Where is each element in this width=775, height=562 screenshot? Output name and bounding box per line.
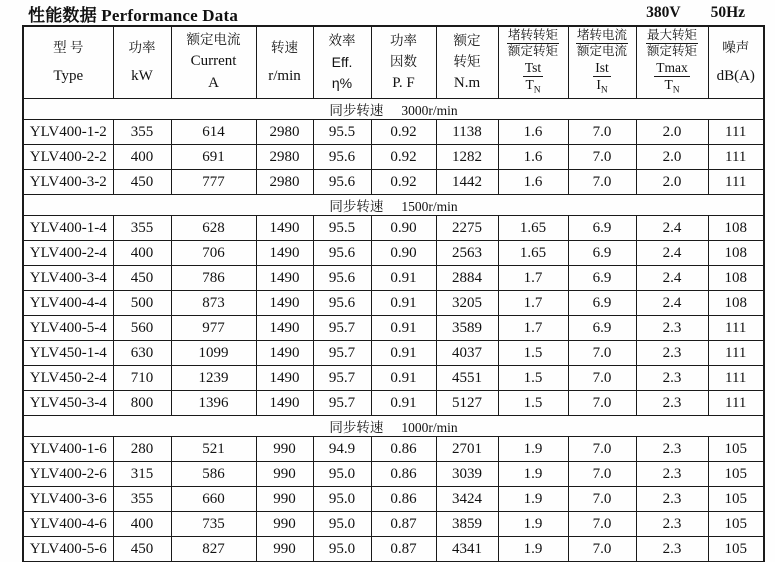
table-row [23, 241, 764, 266]
value-cell: 1.5 [498, 366, 568, 391]
value-cell: 0.87 [371, 537, 436, 562]
value-cell: 1.9 [498, 437, 568, 462]
value-cell: 2.3 [636, 437, 708, 462]
value-cell: 7.0 [568, 512, 636, 537]
value-cell: 95.6 [313, 145, 371, 170]
value-cell: 3589 [436, 316, 498, 341]
value-cell: 990 [256, 437, 313, 462]
section-header-row [23, 99, 764, 120]
col-header-locked-rotor-current-ratio: 堵转电流 额定电流 Ist $I_N$ [568, 26, 636, 99]
value-cell: 400 [113, 512, 171, 537]
model-cell: YLV400-3-2 [23, 170, 113, 195]
value-cell: 873 [171, 291, 256, 316]
value-cell: 800 [113, 391, 171, 416]
value-cell: 2.3 [636, 487, 708, 512]
value-cell: 111 [708, 170, 764, 195]
value-cell: 1490 [256, 266, 313, 291]
value-cell: 710 [113, 366, 171, 391]
value-cell: 0.91 [371, 291, 436, 316]
value-cell: 560 [113, 316, 171, 341]
section-sync-speed-label [23, 99, 764, 120]
value-cell: 0.91 [371, 341, 436, 366]
value-cell: 2884 [436, 266, 498, 291]
value-cell: 660 [171, 487, 256, 512]
value-cell: 1.65 [498, 241, 568, 266]
value-cell: 2275 [436, 216, 498, 241]
value-cell: 2.4 [636, 216, 708, 241]
value-cell: 1396 [171, 391, 256, 416]
value-cell: 1.5 [498, 341, 568, 366]
table-row [23, 366, 764, 391]
value-cell: 990 [256, 537, 313, 562]
section-sync-speed-label [23, 416, 764, 437]
value-cell: 111 [708, 366, 764, 391]
value-cell: 1490 [256, 216, 313, 241]
value-cell: 3859 [436, 512, 498, 537]
table-body [23, 99, 764, 562]
table-row [23, 170, 764, 195]
table-row [23, 216, 764, 241]
value-cell: 990 [256, 487, 313, 512]
value-cell: 6.9 [568, 316, 636, 341]
value-cell: 0.91 [371, 266, 436, 291]
value-cell: 108 [708, 241, 764, 266]
model-cell: YLV450-2-4 [23, 366, 113, 391]
col-header-rated-current: 额定电流 Current A [171, 26, 256, 99]
value-cell: 2.0 [636, 120, 708, 145]
value-cell: 614 [171, 120, 256, 145]
value-cell: 7.0 [568, 145, 636, 170]
value-cell: 0.90 [371, 241, 436, 266]
model-cell: YLV400-3-4 [23, 266, 113, 291]
table-row [23, 316, 764, 341]
table-row [23, 512, 764, 537]
value-cell: 355 [113, 216, 171, 241]
value-cell: 7.0 [568, 437, 636, 462]
value-cell: 786 [171, 266, 256, 291]
col-header-power-kw: 功率 kW [113, 26, 171, 99]
col-header-max-torque-ratio: 最大转矩 额定转矩 Tmax $T_N$ [636, 26, 708, 99]
page-title-zh: 性能数据 [28, 5, 97, 25]
value-cell: 1.9 [498, 537, 568, 562]
value-cell: 3424 [436, 487, 498, 512]
value-cell: 450 [113, 170, 171, 195]
value-cell: 1.6 [498, 170, 568, 195]
value-cell: 1490 [256, 391, 313, 416]
value-cell: 2.4 [636, 266, 708, 291]
table-row [23, 391, 764, 416]
value-cell: 3039 [436, 462, 498, 487]
table-row [23, 462, 764, 487]
model-cell: YLV400-1-2 [23, 120, 113, 145]
page-title-en: Performance Data [101, 5, 239, 25]
value-cell: 2.3 [636, 462, 708, 487]
value-cell: 95.6 [313, 291, 371, 316]
value-cell: 1138 [436, 120, 498, 145]
value-cell: 1.9 [498, 487, 568, 512]
model-cell: YLV400-5-4 [23, 316, 113, 341]
value-cell: 95.0 [313, 487, 371, 512]
value-cell: 355 [113, 120, 171, 145]
value-cell: 450 [113, 537, 171, 562]
model-cell: YLV400-5-6 [23, 537, 113, 562]
value-cell: 1490 [256, 291, 313, 316]
value-cell: 1.9 [498, 462, 568, 487]
sync-speed-value: 1500r/min [401, 199, 458, 214]
table-row [23, 537, 764, 562]
value-cell: 315 [113, 462, 171, 487]
table-row [23, 120, 764, 145]
value-cell: 0.86 [371, 462, 436, 487]
value-cell: 990 [256, 512, 313, 537]
value-cell: 111 [708, 145, 764, 170]
value-cell: 4551 [436, 366, 498, 391]
value-cell: 95.0 [313, 512, 371, 537]
model-cell: YLV400-1-4 [23, 216, 113, 241]
title-bar [28, 1, 745, 25]
table-row [23, 341, 764, 366]
col-header-efficiency: 效率 Eff. η% [313, 26, 371, 99]
value-cell: 95.5 [313, 120, 371, 145]
value-cell: 2.0 [636, 145, 708, 170]
value-cell: 2980 [256, 170, 313, 195]
value-cell: 105 [708, 487, 764, 512]
value-cell: 95.0 [313, 462, 371, 487]
value-cell: 400 [113, 145, 171, 170]
value-cell: 2.4 [636, 291, 708, 316]
value-cell: 7.0 [568, 487, 636, 512]
value-cell: 1.7 [498, 316, 568, 341]
table-row [23, 437, 764, 462]
value-cell: 2.0 [636, 170, 708, 195]
value-cell: 7.0 [568, 120, 636, 145]
value-cell: 6.9 [568, 241, 636, 266]
value-cell: 94.9 [313, 437, 371, 462]
value-cell: 6.9 [568, 216, 636, 241]
model-cell: YLV400-4-4 [23, 291, 113, 316]
value-cell: 4037 [436, 341, 498, 366]
value-cell: 111 [708, 391, 764, 416]
value-cell: 1.65 [498, 216, 568, 241]
value-cell: 0.86 [371, 487, 436, 512]
value-cell: 105 [708, 512, 764, 537]
value-cell: 108 [708, 266, 764, 291]
value-cell: 105 [708, 462, 764, 487]
table-row [23, 291, 764, 316]
value-cell: 95.7 [313, 316, 371, 341]
col-header-power-factor: 功率 因数 P. F [371, 26, 436, 99]
model-cell: YLV400-1-6 [23, 437, 113, 462]
value-cell: 111 [708, 341, 764, 366]
value-cell: 777 [171, 170, 256, 195]
table-row [23, 487, 764, 512]
sync-speed-label-zh: 同步转速 [329, 103, 384, 118]
value-cell: 2.3 [636, 316, 708, 341]
sync-speed-value: 3000r/min [401, 103, 458, 118]
sync-speed-value: 1000r/min [401, 420, 458, 435]
col-header-speed: 转速 r/min [256, 26, 313, 99]
sync-speed-label-zh: 同步转速 [329, 420, 384, 435]
value-cell: 105 [708, 437, 764, 462]
table-header-row [23, 26, 764, 99]
value-cell: 7.0 [568, 341, 636, 366]
model-cell: YLV450-3-4 [23, 391, 113, 416]
value-cell: 400 [113, 241, 171, 266]
value-cell: 1.9 [498, 512, 568, 537]
value-cell: 3205 [436, 291, 498, 316]
value-cell: 0.92 [371, 120, 436, 145]
value-cell: 6.9 [568, 266, 636, 291]
model-cell: YLV400-2-2 [23, 145, 113, 170]
value-cell: 2.3 [636, 512, 708, 537]
rated-frequency: 50Hz [710, 4, 745, 21]
value-cell: 7.0 [568, 170, 636, 195]
value-cell: 2.4 [636, 241, 708, 266]
value-cell: 628 [171, 216, 256, 241]
value-cell: 95.7 [313, 391, 371, 416]
col-header-type: 型 号 Type [23, 26, 113, 99]
value-cell: 1099 [171, 341, 256, 366]
value-cell: 95.7 [313, 341, 371, 366]
model-cell: YLV450-1-4 [23, 341, 113, 366]
value-cell: 1.6 [498, 120, 568, 145]
section-header-row [23, 195, 764, 216]
table-row [23, 266, 764, 291]
model-cell: YLV400-2-6 [23, 462, 113, 487]
value-cell: 1490 [256, 316, 313, 341]
value-cell: 0.91 [371, 366, 436, 391]
value-cell: 108 [708, 291, 764, 316]
value-cell: 2.3 [636, 366, 708, 391]
value-cell: 7.0 [568, 366, 636, 391]
value-cell: 95.6 [313, 241, 371, 266]
col-header-rated-torque: 额定 转矩 N.m [436, 26, 498, 99]
value-cell: 0.90 [371, 216, 436, 241]
value-cell: 1490 [256, 366, 313, 391]
value-cell: 95.0 [313, 537, 371, 562]
value-cell: 355 [113, 487, 171, 512]
rated-conditions [646, 4, 745, 22]
value-cell: 1.7 [498, 291, 568, 316]
model-cell: YLV400-4-6 [23, 512, 113, 537]
value-cell: 1.5 [498, 391, 568, 416]
value-cell: 500 [113, 291, 171, 316]
section-header-row [23, 416, 764, 437]
value-cell: 521 [171, 437, 256, 462]
model-cell: YLV400-3-6 [23, 487, 113, 512]
value-cell: 0.91 [371, 316, 436, 341]
table-row [23, 145, 764, 170]
value-cell: 1490 [256, 241, 313, 266]
value-cell: 1.6 [498, 145, 568, 170]
value-cell: 95.6 [313, 170, 371, 195]
value-cell: 4341 [436, 537, 498, 562]
value-cell: 111 [708, 316, 764, 341]
value-cell: 95.6 [313, 266, 371, 291]
value-cell: 7.0 [568, 462, 636, 487]
section-sync-speed-label [23, 195, 764, 216]
model-cell: YLV400-2-4 [23, 241, 113, 266]
value-cell: 2980 [256, 145, 313, 170]
page-title [28, 1, 238, 26]
value-cell: 1239 [171, 366, 256, 391]
performance-table [22, 25, 765, 562]
value-cell: 630 [113, 341, 171, 366]
rated-voltage: 380V [646, 4, 681, 21]
value-cell: 977 [171, 316, 256, 341]
value-cell: 827 [171, 537, 256, 562]
value-cell: 706 [171, 241, 256, 266]
value-cell: 6.9 [568, 291, 636, 316]
value-cell: 5127 [436, 391, 498, 416]
col-header-noise: 噪声 dB(A) [708, 26, 764, 99]
value-cell: 2.3 [636, 341, 708, 366]
value-cell: 2701 [436, 437, 498, 462]
value-cell: 7.0 [568, 391, 636, 416]
value-cell: 7.0 [568, 537, 636, 562]
value-cell: 2.3 [636, 391, 708, 416]
value-cell: 280 [113, 437, 171, 462]
value-cell: 0.92 [371, 170, 436, 195]
value-cell: 1282 [436, 145, 498, 170]
sync-speed-label-zh: 同步转速 [329, 199, 384, 214]
value-cell: 1442 [436, 170, 498, 195]
value-cell: 0.87 [371, 512, 436, 537]
value-cell: 2563 [436, 241, 498, 266]
value-cell: 1490 [256, 341, 313, 366]
value-cell: 95.7 [313, 366, 371, 391]
value-cell: 108 [708, 216, 764, 241]
value-cell: 1.7 [498, 266, 568, 291]
value-cell: 735 [171, 512, 256, 537]
value-cell: 691 [171, 145, 256, 170]
value-cell: 450 [113, 266, 171, 291]
value-cell: 990 [256, 462, 313, 487]
value-cell: 111 [708, 120, 764, 145]
value-cell: 586 [171, 462, 256, 487]
value-cell: 0.86 [371, 437, 436, 462]
value-cell: 0.91 [371, 391, 436, 416]
value-cell: 95.5 [313, 216, 371, 241]
value-cell: 105 [708, 537, 764, 562]
value-cell: 0.92 [371, 145, 436, 170]
value-cell: 2980 [256, 120, 313, 145]
col-header-locked-rotor-torque-ratio: 堵转转矩 额定转矩 Tst $T_N$ [498, 26, 568, 99]
value-cell: 2.3 [636, 537, 708, 562]
